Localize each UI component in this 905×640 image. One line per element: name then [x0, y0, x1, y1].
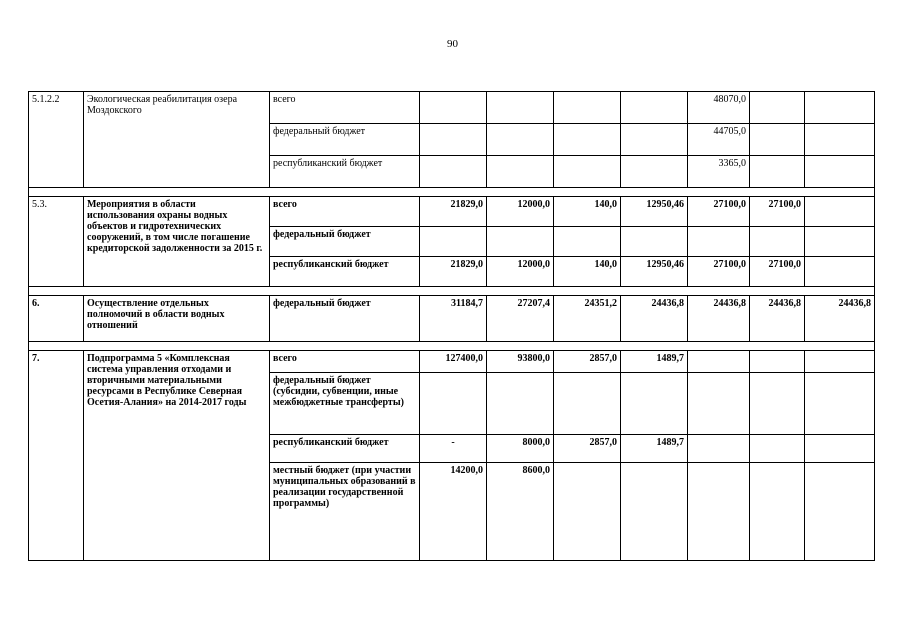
- value-cell: 21829,0: [420, 257, 487, 287]
- value-cell: [487, 124, 554, 156]
- value-cell: [688, 351, 750, 373]
- value-cell: [805, 197, 875, 227]
- value-cell: 12000,0: [487, 257, 554, 287]
- value-cell: 2857,0: [554, 351, 621, 373]
- funding-source: всего: [270, 92, 420, 124]
- table-row: [29, 351, 875, 373]
- value-cell: 12000,0: [487, 197, 554, 227]
- value-cell: [805, 435, 875, 463]
- value-cell: [805, 463, 875, 561]
- value-cell: 2857,0: [554, 435, 621, 463]
- value-cell: [420, 373, 487, 435]
- row-gap: [29, 287, 875, 296]
- value-cell: 12950,46: [621, 257, 688, 287]
- value-cell: [805, 92, 875, 124]
- value-cell: [621, 92, 688, 124]
- value-cell: [805, 124, 875, 156]
- value-cell: [750, 156, 805, 188]
- value-cell: [554, 156, 621, 188]
- value-cell: [554, 373, 621, 435]
- value-cell: [420, 92, 487, 124]
- value-cell: [554, 124, 621, 156]
- value-cell: [487, 227, 554, 257]
- row-name: Подпрограмма 5 «Комплексная система управления отходами и вторичными материальными ресурсами в Республике Северная Осетия-Алания» на 2014-2017 годы: [84, 351, 270, 561]
- funding-source: республиканский бюджет: [270, 257, 420, 287]
- value-cell: [621, 156, 688, 188]
- row-gap: [29, 188, 875, 197]
- value-cell: [750, 351, 805, 373]
- funding-source: республиканский бюджет: [270, 156, 420, 188]
- value-cell: [750, 227, 805, 257]
- row-code: 7.: [29, 351, 84, 561]
- row-code: 5.3.: [29, 197, 84, 287]
- value-cell: 140,0: [554, 197, 621, 227]
- value-cell: [750, 124, 805, 156]
- value-cell: 12950,46: [621, 197, 688, 227]
- row-code: 6.: [29, 296, 84, 342]
- value-cell: [487, 156, 554, 188]
- value-cell: [750, 92, 805, 124]
- value-cell: [805, 257, 875, 287]
- value-cell: 24436,8: [805, 296, 875, 342]
- value-cell: 44705,0: [688, 124, 750, 156]
- value-cell: 140,0: [554, 257, 621, 287]
- value-cell: [621, 463, 688, 561]
- funding-source: федеральный бюджет: [270, 227, 420, 257]
- table-row: [29, 197, 875, 227]
- value-cell: 127400,0: [420, 351, 487, 373]
- value-cell: [420, 156, 487, 188]
- value-cell: 8000,0: [487, 435, 554, 463]
- value-cell: [554, 463, 621, 561]
- value-cell: [688, 227, 750, 257]
- value-cell: 14200,0: [420, 463, 487, 561]
- value-cell: [688, 373, 750, 435]
- value-cell: 31184,7: [420, 296, 487, 342]
- row-gap: [29, 342, 875, 351]
- value-cell: 1489,7: [621, 351, 688, 373]
- value-cell: [750, 373, 805, 435]
- funding-source: федеральный бюджет: [270, 124, 420, 156]
- value-cell: [750, 463, 805, 561]
- row-name: Осуществление отдельных полномочий в области водных отношений: [84, 296, 270, 342]
- funding-source: всего: [270, 351, 420, 373]
- value-cell: [805, 373, 875, 435]
- value-cell: [805, 227, 875, 257]
- value-cell: -: [420, 435, 487, 463]
- value-cell: [750, 435, 805, 463]
- funding-source: федеральный бюджет (субсидии, субвенции, иные межбюджетные трансферты): [270, 373, 420, 435]
- funding-source: федеральный бюджет: [270, 296, 420, 342]
- value-cell: [621, 373, 688, 435]
- value-cell: [420, 227, 487, 257]
- value-cell: [487, 373, 554, 435]
- value-cell: 48070,0: [688, 92, 750, 124]
- value-cell: 24436,8: [688, 296, 750, 342]
- value-cell: 1489,7: [621, 435, 688, 463]
- value-cell: [487, 92, 554, 124]
- table-row: [29, 296, 875, 342]
- value-cell: [420, 124, 487, 156]
- funding-source: республиканский бюджет: [270, 435, 420, 463]
- row-code: 5.1.2.2: [29, 92, 84, 188]
- value-cell: 8600,0: [487, 463, 554, 561]
- row-name: Экологическая реабилитация озера Моздокского: [84, 92, 270, 188]
- value-cell: [805, 156, 875, 188]
- value-cell: 27100,0: [688, 197, 750, 227]
- row-name: Мероприятия в области использования охраны водных объектов и гидротехнических сооружений, в том числе погашение кредиторской задолженности за 2015 г.: [84, 197, 270, 287]
- value-cell: 27100,0: [750, 197, 805, 227]
- value-cell: [554, 227, 621, 257]
- value-cell: [688, 463, 750, 561]
- value-cell: 21829,0: [420, 197, 487, 227]
- value-cell: [554, 92, 621, 124]
- value-cell: 27207,4: [487, 296, 554, 342]
- funding-source: местный бюджет (при участии муниципальных образований в реализации государственной программы): [270, 463, 420, 561]
- value-cell: [688, 435, 750, 463]
- value-cell: 3365,0: [688, 156, 750, 188]
- value-cell: 93800,0: [487, 351, 554, 373]
- page-number: 90: [447, 38, 458, 50]
- table-row: [29, 92, 875, 124]
- value-cell: [621, 227, 688, 257]
- value-cell: 27100,0: [688, 257, 750, 287]
- value-cell: [621, 124, 688, 156]
- value-cell: [805, 351, 875, 373]
- value-cell: 24436,8: [750, 296, 805, 342]
- budget-table: [28, 91, 875, 561]
- funding-source: всего: [270, 197, 420, 227]
- value-cell: 24436,8: [621, 296, 688, 342]
- value-cell: 27100,0: [750, 257, 805, 287]
- value-cell: 24351,2: [554, 296, 621, 342]
